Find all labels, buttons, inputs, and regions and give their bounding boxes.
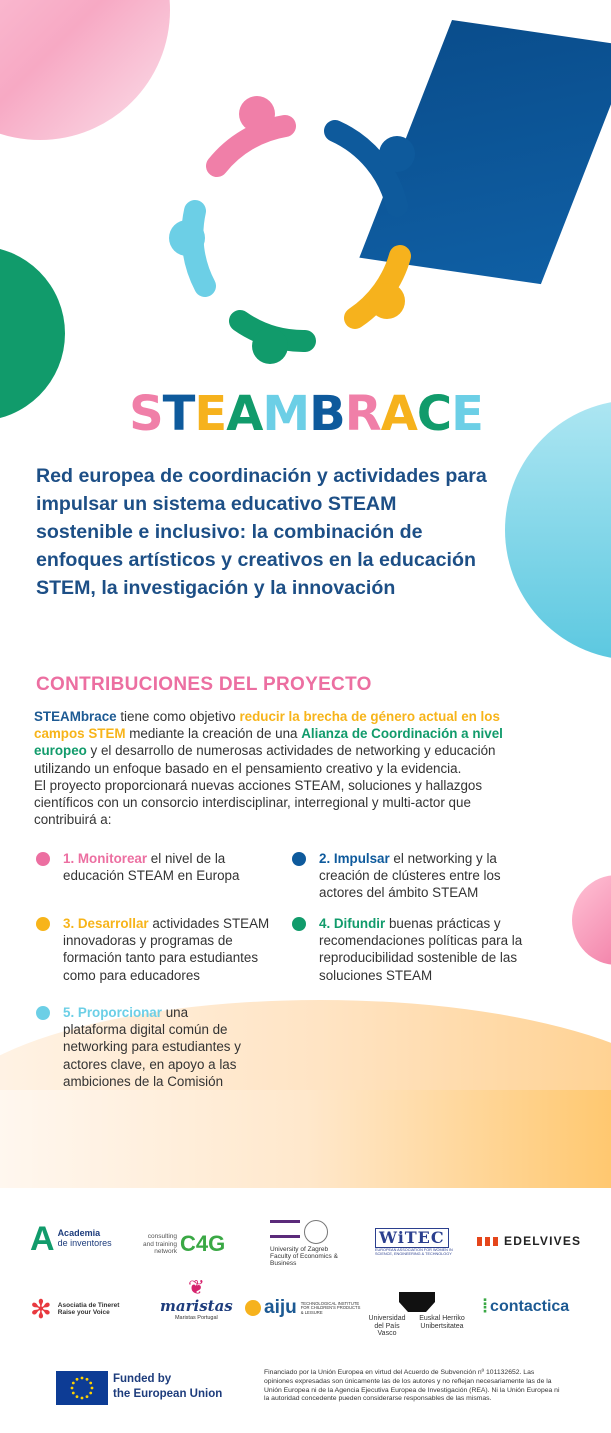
tineret-label-1: Asociatia de Tineret [57, 1301, 120, 1309]
contribution-text: el nivel de la educación STEAM en Europa [63, 851, 240, 884]
partner-contactica[interactable] [483, 1297, 569, 1317]
decorative-pink-small-circle [572, 875, 611, 965]
contribution-lead: 2. Impulsar [319, 851, 390, 866]
highlight-gender-gap: reducir la brecha de género actual en los campos STEM [34, 709, 500, 742]
eu-funded-line-2: the European Union [113, 1388, 223, 1400]
contribution-lead: 5. Proporcionar [63, 1005, 162, 1020]
partner-maristas[interactable] [160, 1278, 233, 1321]
edelvives-logo-text: EDELVIVES [504, 1234, 582, 1248]
partner-witec[interactable] [375, 1228, 460, 1256]
upv-label-2: Euskal Herriko Unibertsitatea [419, 1315, 465, 1330]
partner-academia-de-inventores[interactable] [30, 1222, 112, 1256]
maristas-logo-icon: ❦ [187, 1277, 205, 1299]
contribution-4 [319, 915, 529, 984]
aiju-subtitle: TECHNOLOGICAL INSTITUTE FOR CHILDREN'S PRODUCTS & LEISURE [300, 1300, 361, 1315]
contribution-text: buenas prácticas y recomendaciones políticas para la reproducibilidad sostenible de las soluciones STEAM [319, 916, 523, 983]
yellow-bullet-icon [36, 917, 50, 931]
eu-funding-label [113, 1372, 243, 1402]
intro-text-a: tiene como objetivo [116, 709, 240, 724]
section-title: CONTRIBUCIONES DEL PROYECTO [36, 674, 372, 695]
academia-label-2: de inventores [57, 1238, 112, 1248]
witec-subtitle: EUROPEAN ASSOCIATION FOR WOMEN IN SCIENCE, ENGINEERING & TECHNOLOGY [375, 1247, 453, 1256]
brand-letter: A [226, 386, 263, 442]
contactica-logo-text: contactica [490, 1298, 570, 1316]
intro-paragraph-2: El proyecto proporcionará nuevas acciones STEAM, soluciones y hallazgos científicos con un consorcio interdisciplinar, interregional y multi-actor que contribuirá a: [34, 777, 483, 828]
blue-bullet-icon [292, 852, 306, 866]
contactica-logo-icon: ⦙ [483, 1296, 488, 1316]
brand-letter: C [416, 386, 452, 442]
brand-letter: A [380, 386, 417, 442]
academia-logo-icon: A [30, 1220, 55, 1258]
highlight-alliance: Alianza de Coordinación a nivel europeo [34, 726, 503, 759]
tineret-logo-icon: ✻ [30, 1294, 52, 1324]
intro-text-b: mediante la creación de una [125, 726, 302, 742]
intro-text-c: y el desarrollo de numerosas actividades de networking y educación utilizando un enfoque basado en el pensamiento creativo y la evidencia. [34, 743, 496, 776]
page-title: Red europea de coordinación y actividades para impulsar un sistema educativo STEAM sostenible e inclusivo: la combinación de enfoques artísticos y creativos en la educación STEM, la investigación y la innovación [36, 465, 487, 599]
c4g-logo-text: C4G [180, 1231, 226, 1256]
partner-c4g[interactable] [137, 1232, 225, 1256]
contribution-lead: 4. Difundir [319, 916, 386, 931]
edelvives-logo-icon [477, 1237, 499, 1246]
brand-letter: R [344, 386, 381, 442]
eu-disclaimer: Financiado por la Unión Europea en virtud del Acuerdo de Subvención nº 101132652. Las opiniones expresadas son únicamente las de los autores y no reflejan necesariamente las de la Unión Europea ni de la Agencia Ejecutiva Europea de Investigación (REA). Ni la Unión Europea ni la autoridad concedente pueden considerarse responsables de las mismas. [264, 1369, 560, 1403]
steambrace-logo-icon [165, 96, 435, 366]
c4g-tagline: consulting and training network [143, 1233, 177, 1255]
contribution-3 [63, 915, 278, 984]
decorative-pink-circle [0, 0, 170, 140]
cyan-bullet-icon [36, 1006, 50, 1020]
eu-flag-icon [56, 1371, 108, 1405]
brand-letter: E [451, 386, 483, 442]
zagreb-logo-icon [270, 1220, 328, 1244]
contribution-text: actividades STEAM innovadoras y programas de formación tanto para estudiantes como para educadores [63, 916, 270, 983]
contribution-text: una plataforma digital común de networking para estudiantes y actores clave, en apoyo a las ambiciones de la Comisión [63, 1005, 241, 1089]
contribution-1 [63, 850, 278, 884]
zagreb-label-2: Faculty of Economics & Business [270, 1253, 338, 1268]
intro-text [34, 708, 534, 828]
maristas-logo-text: maristas [160, 1297, 233, 1315]
contribution-2 [319, 850, 529, 902]
partner-university-zagreb[interactable] [270, 1220, 340, 1267]
intro-paragraph-1 [34, 708, 534, 777]
aiju-logo-text: aiju [264, 1297, 297, 1318]
maristas-subtitle: Maristas Portugal [174, 1314, 218, 1321]
academia-label-1: Academia [57, 1228, 101, 1239]
contribution-lead: 1. Monitorear [63, 851, 148, 866]
partner-edelvives[interactable] [477, 1235, 581, 1248]
partner-upv-ehu[interactable] [366, 1292, 468, 1338]
eu-funded-line-1: Funded by [113, 1373, 172, 1385]
upv-label-1: Universidad del País Vasco [368, 1315, 406, 1338]
witec-logo-text: WiTEC [375, 1228, 449, 1248]
contribution-lead: 3. Desarrollar [63, 916, 149, 931]
steambrace-wordmark [126, 378, 486, 442]
brand-letter: E [194, 386, 227, 442]
contribution-text: el networking y la creación de clústeres entre los actores del ámbito STEAM [319, 851, 501, 901]
contribution-5 [63, 1004, 253, 1090]
decorative-cyan-circle [505, 400, 611, 660]
brand-name: STEAMbrace [34, 709, 117, 724]
zagreb-label-1: University of Zagreb [270, 1246, 329, 1253]
pink-bullet-icon [36, 852, 50, 866]
decorative-peach-band [0, 1090, 611, 1190]
brand-letter: B [309, 386, 345, 442]
aiju-logo-icon [245, 1300, 261, 1316]
upv-logo-icon [399, 1292, 435, 1312]
decorative-green-circle [0, 246, 65, 421]
partner-aiju[interactable] [245, 1298, 361, 1319]
brand-letter: S [129, 386, 163, 442]
green-bullet-icon [292, 917, 306, 931]
brand-letter: T [162, 386, 195, 442]
partner-asociatia-tineret[interactable] [30, 1296, 119, 1322]
tineret-label-2: Raise your Voice [57, 1309, 110, 1316]
brand-letter: M [262, 386, 310, 442]
